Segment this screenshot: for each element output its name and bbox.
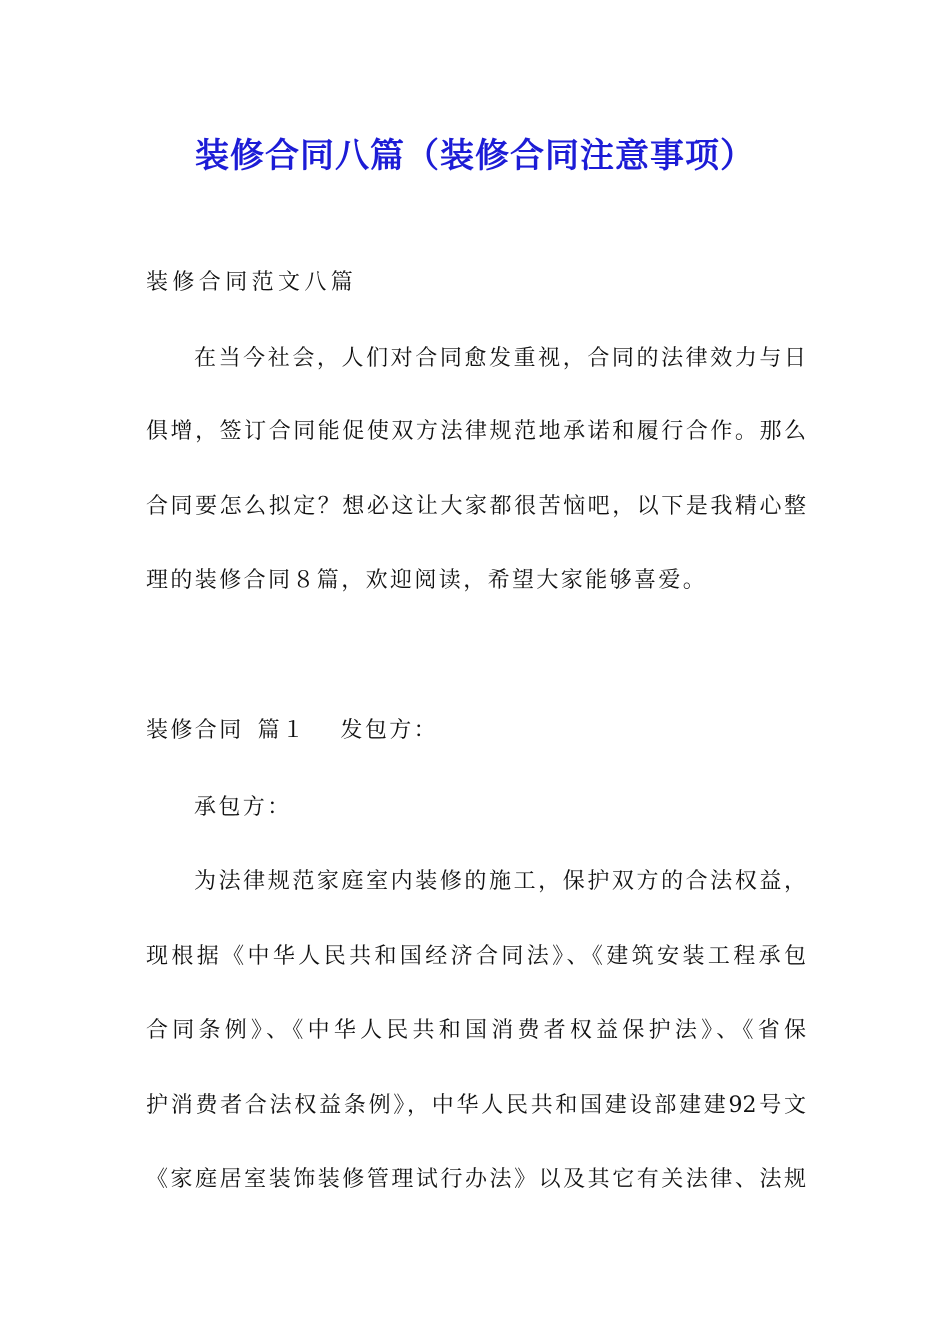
intro-line: 在当今社会，人们对合同愈发重视，合同的法律效力与日 xyxy=(194,346,806,371)
intro-line: 理的装修合同８篇，欢迎阅读，希望大家能够喜爱。 xyxy=(146,568,708,593)
body-line: 《家庭居室装饰装修管理试行办法》以及其它有关法律、法规 xyxy=(146,1167,806,1192)
section-heading xyxy=(146,716,806,746)
section-heading-number: 篇１ xyxy=(257,718,307,743)
party-a-label: 发包方： xyxy=(340,718,439,743)
body-line: 护消费者合法权益条例》，中华人民共和国建设部建建92号文 xyxy=(146,1093,806,1118)
intro-line: 合同要怎么拟定？想必这让大家都很苦恼吧，以下是我精心整 xyxy=(146,494,806,519)
document-title: 装修合同八篇（装修合同注意事项） xyxy=(195,136,755,176)
section-heading-label: 装修合同 xyxy=(146,718,244,743)
document-subtitle: 装修合同范文八篇 xyxy=(146,270,358,295)
intro-line: 俱增，签订合同能促使双方法律规范地承诺和履行合作。那么 xyxy=(146,419,806,444)
body-line: 现根据《中华人民共和国经济合同法》、《建筑安装工程承包 xyxy=(146,944,806,969)
party-b-label: 承包方： xyxy=(194,795,292,820)
body-line: 为法律规范家庭室内装修的施工，保护双方的合法权益， xyxy=(194,869,806,894)
body-line: 合同条例》、《中华人民共和国消费者权益保护法》、《省保 xyxy=(146,1018,806,1043)
